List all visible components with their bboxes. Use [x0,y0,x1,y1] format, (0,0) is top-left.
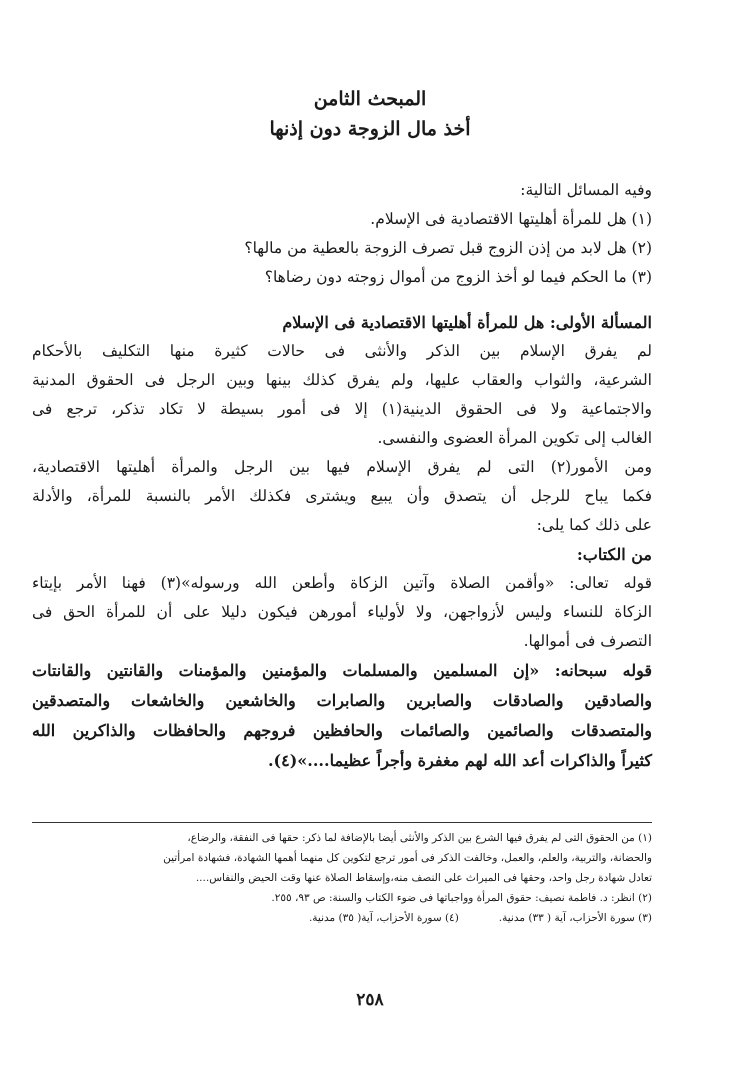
quran-quote-line: قوله سبحانه: «إن المسلمين والمسلمات والمؤمنين والمؤمنات والقانتين والقانتات [32,661,652,680]
paragraph-line: لم يفرق الإسلام بين الذكر والأنثى فى حالات كثيرة منها التكليف بالأحكام [32,342,652,360]
footnote-line: (٢) انظر: د. فاطمة نصيف: حقوق المرأة وواجباتها فى ضوء الكتاب والسنة: ص ٩٣، ٢٥٥. [271,892,652,904]
footnote-line: (٤) سورة الأحزاب، آية( ٣٥) مدنية. [308,912,459,924]
issue1-heading: المسألة الأولى: هل للمرأة أهليتها الاقتصادية فى الإسلام [282,313,652,332]
footnote-divider [32,822,652,823]
intro-lead: وفيه المسائل التالية: [520,181,652,199]
footnotes [32,828,652,928]
issue-list-item: (٣) ما الحكم فيما لو أخذ الزوج من أموال زوجته دون رضاها؟ [264,268,652,286]
issue-list-item: (٢) هل لابد من إذن الزوج قبل تصرف الزوجة بالعطية من مالها؟ [244,239,652,257]
body-text [32,176,652,776]
paragraph-line: قوله تعالى: «وأقمن الصلاة وآتين الزكاة وأطعن الله ورسوله»(٣) فهنا الأمر بإيتاء [32,574,652,592]
footnote-line: تعادل شهادة رجل واحد، وحقها فى الميراث على النصف منه،وإسقاط الصلاة عنها وقت الحيض والنفاس.... [195,872,652,884]
paragraph-line: الشرعية، والثواب والعقاب عليها، ولم يفرق كذلك بينها وبين الرجل فى الحقوق المدنية [32,371,652,389]
quran-quote-line: والمتصدقات والصائمين والصائمات والحافظين فروجهم والحافظات والذاكرين الله [32,721,652,740]
footnote-line: (٣) سورة الأحزاب، آية ( ٣٣) مدنية. [498,912,652,924]
paragraph-line: التصرف فى أموالها. [523,632,652,650]
issue-list-item: (١) هل للمرأة أهليتها الاقتصادية فى الإسلام. [370,210,652,228]
footnote-row [32,908,652,928]
section-title: المبحث الثامن [313,88,427,110]
paragraph-line: الغالب إلى تكوين المرأة العضوى والنفسى. [377,429,652,447]
paragraph-line: على ذلك كما يلى: [536,516,652,534]
page-number: ٢٥٨ [356,990,384,1010]
paragraph-line: الزكاة للنساء وليس لأزواجهن، ولا لأولياء أمورهن فيكون دليلا على أن للمرأة الحق فى [32,603,652,621]
footnote-line: والحضانة، والتربية، والعلم، والعمل، وخالفت الذكر فى أمور ترجع لتكوين كل منهما أهمها الشهادة، فشهادة امرأتين [163,852,652,864]
from-book-heading: من الكتاب: [576,545,652,564]
paragraph-line: فكما يباح للرجل أن يتصدق وأن يبيع ويشترى فكذلك الأمر بالنسبة للمرأة، والأدلة [32,487,652,505]
topic-title: أخذ مال الزوجة دون إذنها [269,118,471,140]
paragraph-line: والاجتماعية ولا فى الحقوق الدينية(١) إلا فى أمور بسيطة لا تكاد تذكر، ترجع فى [32,400,652,418]
paragraph-line: ومن الأمور(٢) التى لم يفرق الإسلام فيها بين الرجل والمرأة أهليتها الاقتصادية، [32,458,652,476]
footnote-line: (١) من الحقوق التى لم يفرق فيها الشرع بين الذكر والأنثى أيضا بالإضافة لما ذكر: حقها فى النفقة، والرضاع، [187,832,652,844]
title-block [0,84,740,144]
quran-quote-line: والصادقين والصادقات والصابرين والصابرات والخاشعين والخاشعات والمتصدقين [32,691,652,710]
quran-quote-line: كثيراً والذاكرات أعد الله لهم مغفرة وأجراً عظيما....»(٤). [267,751,652,770]
